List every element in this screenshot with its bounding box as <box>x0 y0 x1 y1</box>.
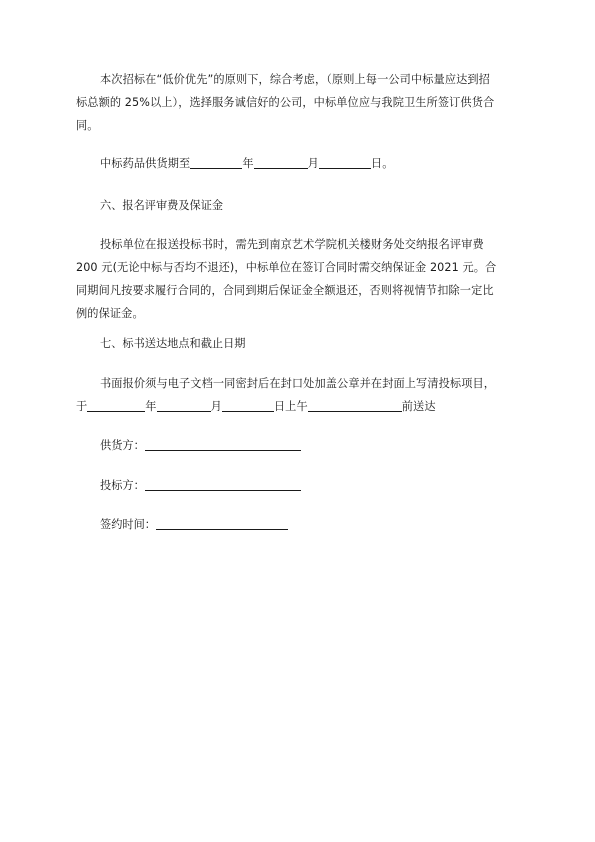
section-7-heading: 七、标书送达地点和截止日期 <box>100 337 246 350</box>
day-blank <box>319 155 371 169</box>
text-line: 例的保证金。 <box>76 307 144 320</box>
signing-date-label: 签约时间： <box>100 518 156 531</box>
text-line: 投标单位在报送投标书时，需先到南京艺术学院机关楼财务处交纳报名评审费 <box>100 238 484 251</box>
text-line: 200 元(无论中标与否均不退还)，中标单位在签订合同时需交纳保证金 2021 元。合 <box>76 261 497 274</box>
section-6-heading: 六、报名评审费及保证金 <box>100 199 224 212</box>
text-line: 同期间凡按要求履行合同的，合同到期后保证金全额退还，否则将视情节扣除一定比 <box>76 284 494 297</box>
month-label: 月 <box>210 400 222 413</box>
year-blank <box>87 398 145 412</box>
month-label: 月 <box>307 157 319 170</box>
supplier-blank <box>145 437 301 451</box>
supply-period-line <box>76 152 526 175</box>
text-line: 书面报价须与电子文档一同密封后在封口处加盖公章并在封面上写清投标项目， <box>100 377 496 390</box>
section-7-paragraph <box>76 372 526 418</box>
supplier-label: 供货方： <box>100 439 145 452</box>
deadline-suffix: 前送达 <box>401 400 436 413</box>
signing-date-line <box>100 513 288 536</box>
bidder-blank <box>145 477 301 491</box>
bidder-signature-line <box>100 474 301 497</box>
month-blank <box>157 398 211 412</box>
time-blank <box>308 398 402 412</box>
supplier-signature-line <box>100 434 301 457</box>
deadline-prefix: 于 <box>76 400 88 413</box>
month-blank <box>254 155 308 169</box>
year-label: 年 <box>145 400 157 413</box>
text-line: 标总额的 25%以上），选择服务诚信好的公司，中标单位应与我院卫生所签订供货合 <box>76 96 495 109</box>
section-6-paragraph <box>76 233 526 325</box>
bidder-label: 投标方： <box>100 479 145 492</box>
day-am-label: 日上午 <box>273 400 308 413</box>
supply-period-label: 中标药品供货期至 <box>100 157 191 170</box>
year-blank <box>190 155 242 169</box>
day-blank <box>222 398 274 412</box>
text-line: 本次招标在“低价优先”的原则下，综合考虑，（原则上每一公司中标量应达到招 <box>100 73 490 86</box>
text-line: 同。 <box>76 119 99 132</box>
day-label: 日。 <box>370 157 394 170</box>
signing-date-blank <box>156 516 288 530</box>
year-label: 年 <box>242 157 254 170</box>
bidding-principle-paragraph <box>76 68 526 137</box>
